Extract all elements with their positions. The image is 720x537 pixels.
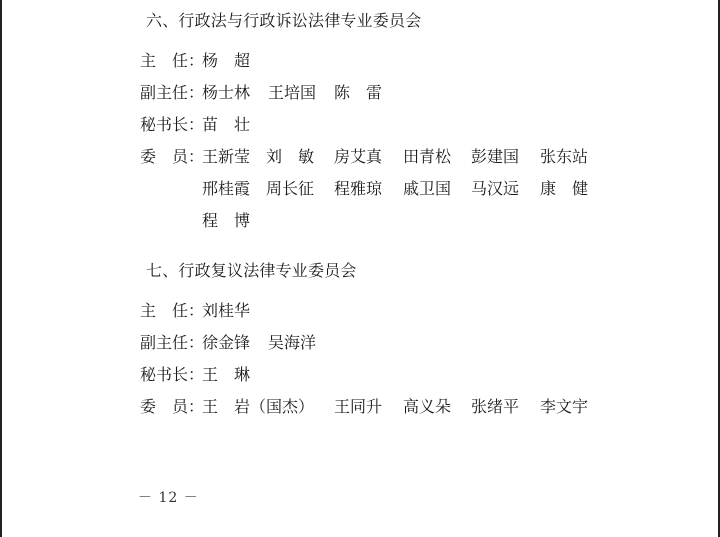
deputy-name: 陈 雷 xyxy=(334,83,383,102)
member-name: 彭建国 xyxy=(471,147,520,166)
director-name: 刘桂华 xyxy=(202,301,251,320)
role-label: 委 员： xyxy=(140,397,205,416)
member-name: 张绪平 xyxy=(471,397,520,416)
member-name: 王 岩（国杰） xyxy=(202,397,315,416)
member-name: 王新莹 xyxy=(202,147,251,166)
role-label: 秘书长： xyxy=(140,365,205,384)
member-name: 马汉远 xyxy=(471,179,520,198)
member-name: 邢桂霞 xyxy=(202,179,251,198)
member-name: 王同升 xyxy=(334,397,383,416)
member-name: 田青松 xyxy=(403,147,452,166)
deputy-name: 杨士林 xyxy=(202,83,251,102)
member-name: 周长征 xyxy=(266,179,315,198)
page-number: － 12 － xyxy=(138,490,199,506)
member-name: 李文宇 xyxy=(540,397,589,416)
deputy-name: 吴海洋 xyxy=(268,333,317,352)
role-label: 委 员： xyxy=(140,147,205,166)
page-edge-left xyxy=(0,0,2,537)
section-6-title: 六、行政法与行政诉讼法律专业委员会 xyxy=(146,11,422,30)
role-label: 副主任： xyxy=(140,83,205,102)
member-name: 房艾真 xyxy=(334,147,383,166)
role-label: 主 任： xyxy=(140,51,205,70)
secretary-name: 王 琳 xyxy=(202,365,251,384)
director-name: 杨 超 xyxy=(202,51,251,70)
role-label: 主 任： xyxy=(140,301,205,320)
secretary-name: 苗 壮 xyxy=(202,115,251,134)
section-7-title: 七、行政复议法律专业委员会 xyxy=(146,261,357,280)
role-label: 副主任： xyxy=(140,333,205,352)
deputy-name: 徐金锋 xyxy=(202,333,251,352)
member-name: 高义朵 xyxy=(403,397,452,416)
member-name: 康 健 xyxy=(540,179,589,198)
member-name: 程 博 xyxy=(202,211,251,230)
deputy-name: 王培国 xyxy=(268,83,317,102)
member-name: 戚卫国 xyxy=(403,179,452,198)
member-name: 张东站 xyxy=(540,147,589,166)
role-label: 秘书长： xyxy=(140,115,205,134)
member-name: 程雅琼 xyxy=(334,179,383,198)
member-name: 刘 敏 xyxy=(266,147,315,166)
